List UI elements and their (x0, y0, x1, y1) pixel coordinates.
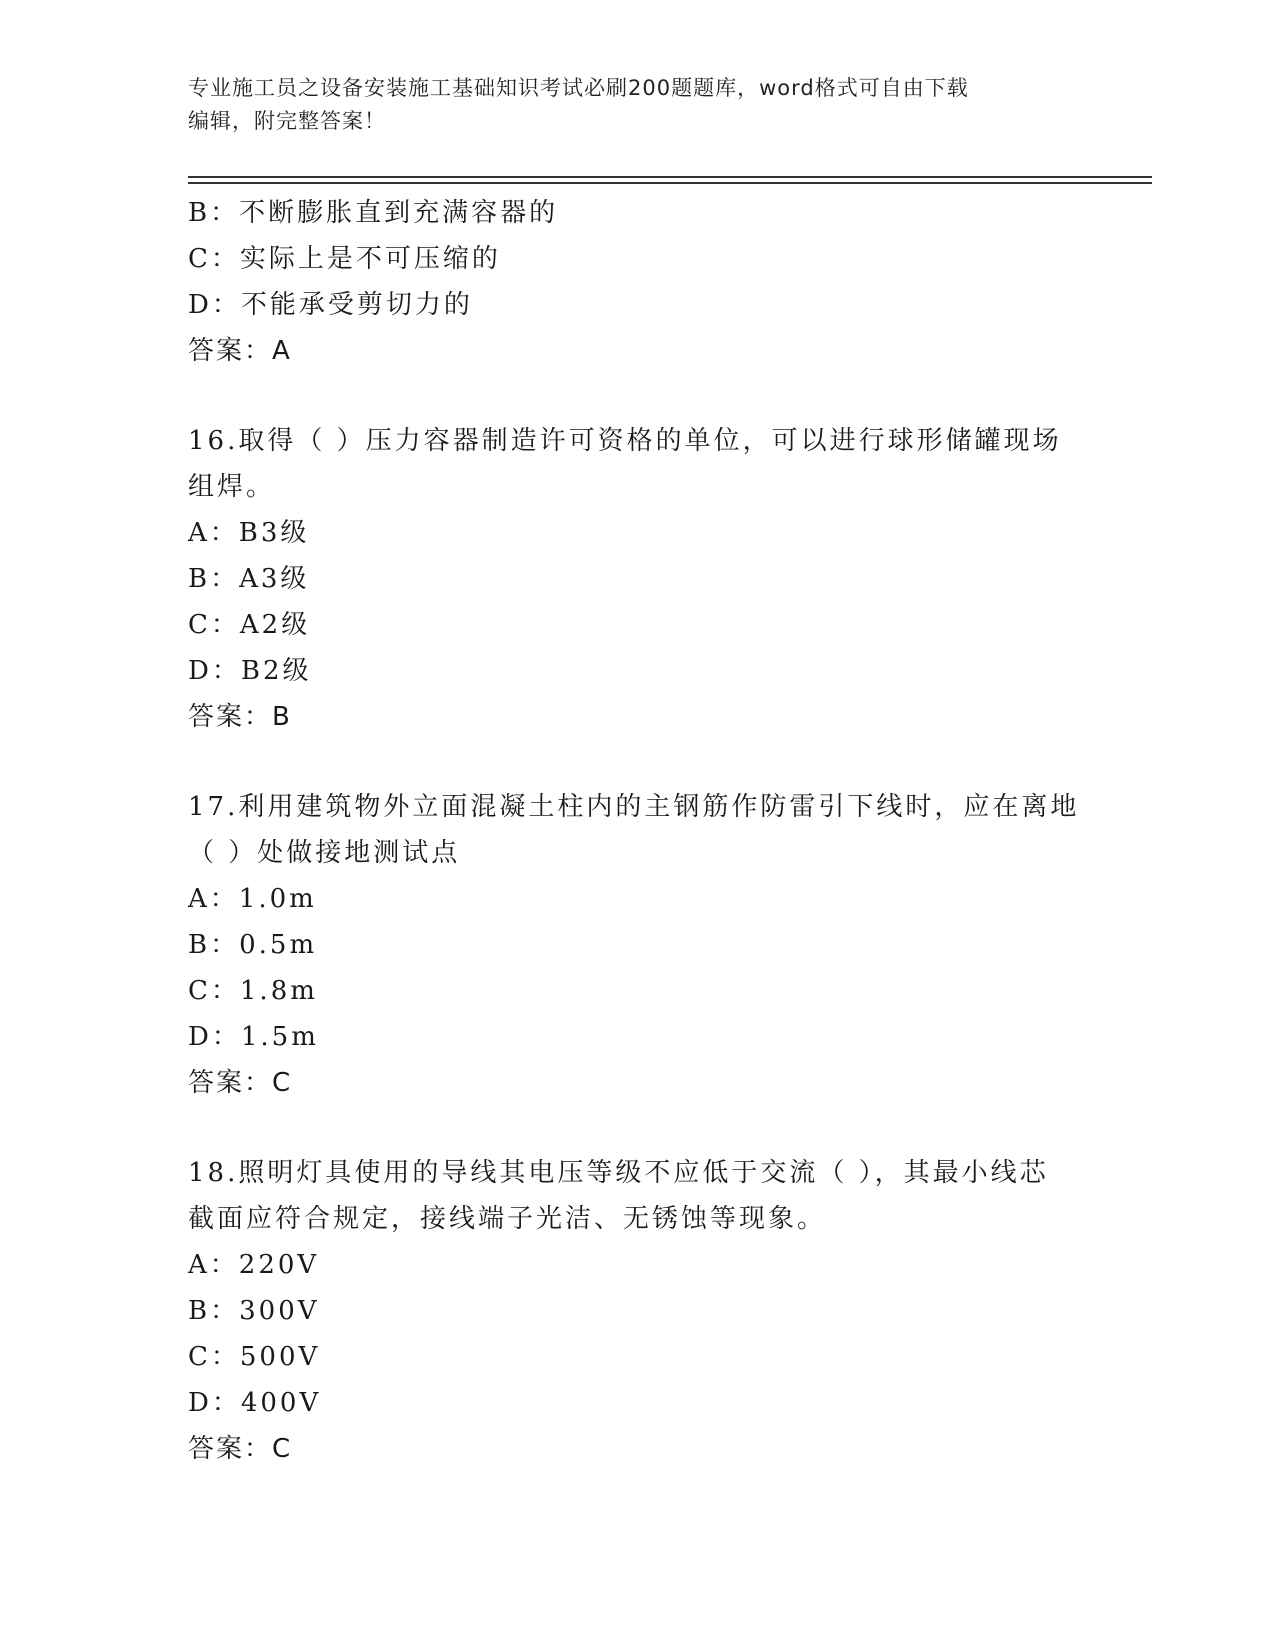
option-b: B：300V (188, 1296, 320, 1326)
question-text-line-1: 16.取得（ ）压力容器制造许可资格的单位，可以进行球形储罐现场 (188, 426, 1062, 456)
header-line-1: 专业施工员之设备安装施工基础知识考试必刷200题题库，word格式可自由下载 (188, 76, 969, 100)
partial-question (188, 190, 1088, 374)
option-d: D：不能承受剪切力的 (188, 290, 473, 320)
question-16 (188, 418, 1088, 740)
option-a: A：220V (188, 1250, 320, 1280)
option-b: B：不断膨胀直到充满容器的 (188, 198, 559, 228)
option-c: C：A2级 (188, 610, 311, 640)
page-header (188, 72, 1088, 138)
header-divider-top (188, 176, 1152, 178)
option-a: A：B3级 (188, 518, 310, 548)
question-text-line-2: （ ）处做接地测试点 (188, 838, 461, 868)
header-line-2: 编辑，附完整答案！ (188, 109, 386, 133)
question-text-line-2: 截面应符合规定，接线端子光洁、无锈蚀等现象。 (188, 1204, 827, 1234)
question-text-line-1: 18.照明灯具使用的导线其电压等级不应低于交流（ ），其最小线芯 (188, 1158, 1049, 1188)
option-d: D：400V (188, 1388, 322, 1418)
question-17 (188, 784, 1088, 1106)
answer: 答案：C (188, 1434, 293, 1464)
option-c: C：1.8m (188, 976, 318, 1006)
question-text-line-1: 17.利用建筑物外立面混凝土柱内的主钢筋作防雷引下线时，应在离地 (188, 792, 1080, 822)
answer: 答案：C (188, 1068, 293, 1098)
answer: 答案：B (188, 702, 292, 732)
option-b: B：A3级 (188, 564, 310, 594)
question-18 (188, 1150, 1088, 1472)
document-body (188, 190, 1088, 1472)
option-b: B：0.5m (188, 930, 318, 960)
option-d: D：1.5m (188, 1022, 319, 1052)
question-text-line-2: 组焊。 (188, 472, 276, 502)
option-c: C：500V (188, 1342, 321, 1372)
header-divider-bottom (188, 182, 1152, 184)
option-c: C：实际上是不可压缩的 (188, 244, 501, 274)
option-a: A：1.0m (188, 884, 317, 914)
option-d: D：B2级 (188, 656, 312, 686)
answer: 答案：A (188, 336, 292, 366)
